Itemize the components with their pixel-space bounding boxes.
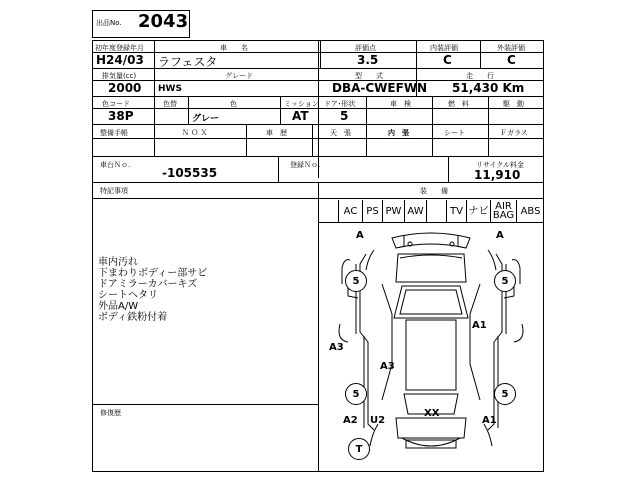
damage-mark-rear-left: A2: [343, 415, 358, 426]
lot-label: 出品No.: [96, 19, 122, 27]
sunroof-label: 天 張: [330, 129, 351, 137]
transmission-value: AT: [292, 109, 309, 123]
damage-mark-rear-left-2: U2: [370, 415, 386, 426]
chassis-label: 車台Ｎｏ.: [100, 161, 131, 169]
score-value: 3.5: [357, 53, 379, 67]
color-change-label: 色替: [163, 100, 177, 108]
drive-label: 駆 動: [503, 100, 524, 108]
equipment-item-5: TV: [446, 200, 466, 222]
damage-mark-front-right: A: [496, 230, 504, 241]
equipment-label: 装 備: [420, 187, 448, 195]
damage-mark-left-side: A3: [329, 342, 344, 353]
registration-label: 登録Ｎｏ.: [290, 161, 321, 169]
equipment-item-6: ナビ: [466, 200, 490, 222]
exterior-value: C: [507, 53, 516, 67]
model-label: 型 式: [355, 72, 383, 80]
equipment-item-2: PW: [382, 200, 404, 222]
note-line: 外品A/W: [98, 301, 139, 312]
note-line: 車内汚れ: [98, 257, 138, 268]
lot-number: 2043: [138, 11, 189, 32]
equipment-item-0: AC: [338, 200, 362, 222]
notes-list: [98, 257, 207, 323]
car-diagram: [320, 224, 542, 470]
recycle-value: 11,910: [474, 168, 521, 182]
interior-label: 内装評価: [430, 44, 458, 52]
tire-front-right: 5: [494, 270, 516, 292]
score-label: 評価点: [355, 44, 376, 52]
note-line: 下まわりボディー部サビ: [98, 268, 208, 279]
note-line: ドアミラーカバーキズ: [98, 279, 198, 290]
cc-value: 2000: [108, 81, 142, 95]
color-code-label: 色コード: [102, 100, 130, 108]
interior-trim-label: 内 張: [388, 129, 409, 137]
equipment-book-label: 整備手帳: [100, 129, 128, 137]
tire-rear-right: 5: [494, 383, 516, 405]
damage-mark-rear: XX: [424, 408, 440, 419]
damage-mark-front-left: A: [356, 230, 364, 241]
tire-rear-left: 5: [345, 383, 367, 405]
color-label: 色: [230, 100, 237, 108]
model-value: DBA-CWEFWN: [332, 81, 428, 95]
damage-mark-center: A3: [380, 361, 395, 372]
equipment-item-3: AW: [404, 200, 426, 222]
doors-value: 5: [340, 109, 349, 123]
seat-label: シート: [444, 129, 465, 137]
damage-mark-rear-right: A1: [482, 415, 497, 426]
mileage-value: 51,430 Km: [452, 81, 525, 95]
notes-label: 特記事項: [100, 187, 128, 195]
note-line: ボディ鉄粉付着: [98, 312, 168, 323]
equipment-item-8: ABS: [516, 200, 544, 222]
mileage-label: 走 行: [466, 72, 494, 80]
note-line: シートヘタリ: [98, 290, 158, 301]
spare-tire: T: [348, 438, 370, 460]
glass-label: Ｆガラス: [500, 129, 528, 137]
equipment-item-1: PS: [362, 200, 382, 222]
equipment-item-4: [426, 200, 446, 222]
tire-front-left: 5: [345, 270, 367, 292]
nox-label: Ｎ Ｏ Ｘ: [182, 129, 208, 137]
grade-label: グレード: [225, 72, 253, 80]
color-value: グレー: [192, 114, 220, 124]
recycle-label: リサイクル料金: [476, 161, 525, 169]
equipment-item-7: AIR BAG: [490, 200, 516, 222]
interior-value: C: [443, 53, 452, 67]
year-label: 初年度登録年月: [95, 44, 144, 52]
fuel-label: 燃 料: [448, 100, 469, 108]
exterior-label: 外装評価: [497, 44, 525, 52]
doors-label: ドア･形状: [324, 100, 356, 108]
repair-label: 修復歴: [100, 409, 121, 417]
vehicle-label: 車 検: [390, 100, 411, 108]
grade-value: HWS: [158, 84, 182, 94]
color-code-value: 38P: [108, 109, 134, 123]
cc-label: 排気量(cc): [102, 72, 137, 80]
year-value: H24/03: [96, 53, 144, 67]
transmission-label: ミッション: [284, 100, 319, 108]
name-value: ラフェスタ: [158, 55, 218, 69]
chassis-value: -105535: [162, 166, 218, 180]
damage-mark-right-door: A1: [472, 320, 487, 331]
name-label: 車 名: [220, 44, 248, 52]
history-label: 車 歴: [266, 129, 287, 137]
